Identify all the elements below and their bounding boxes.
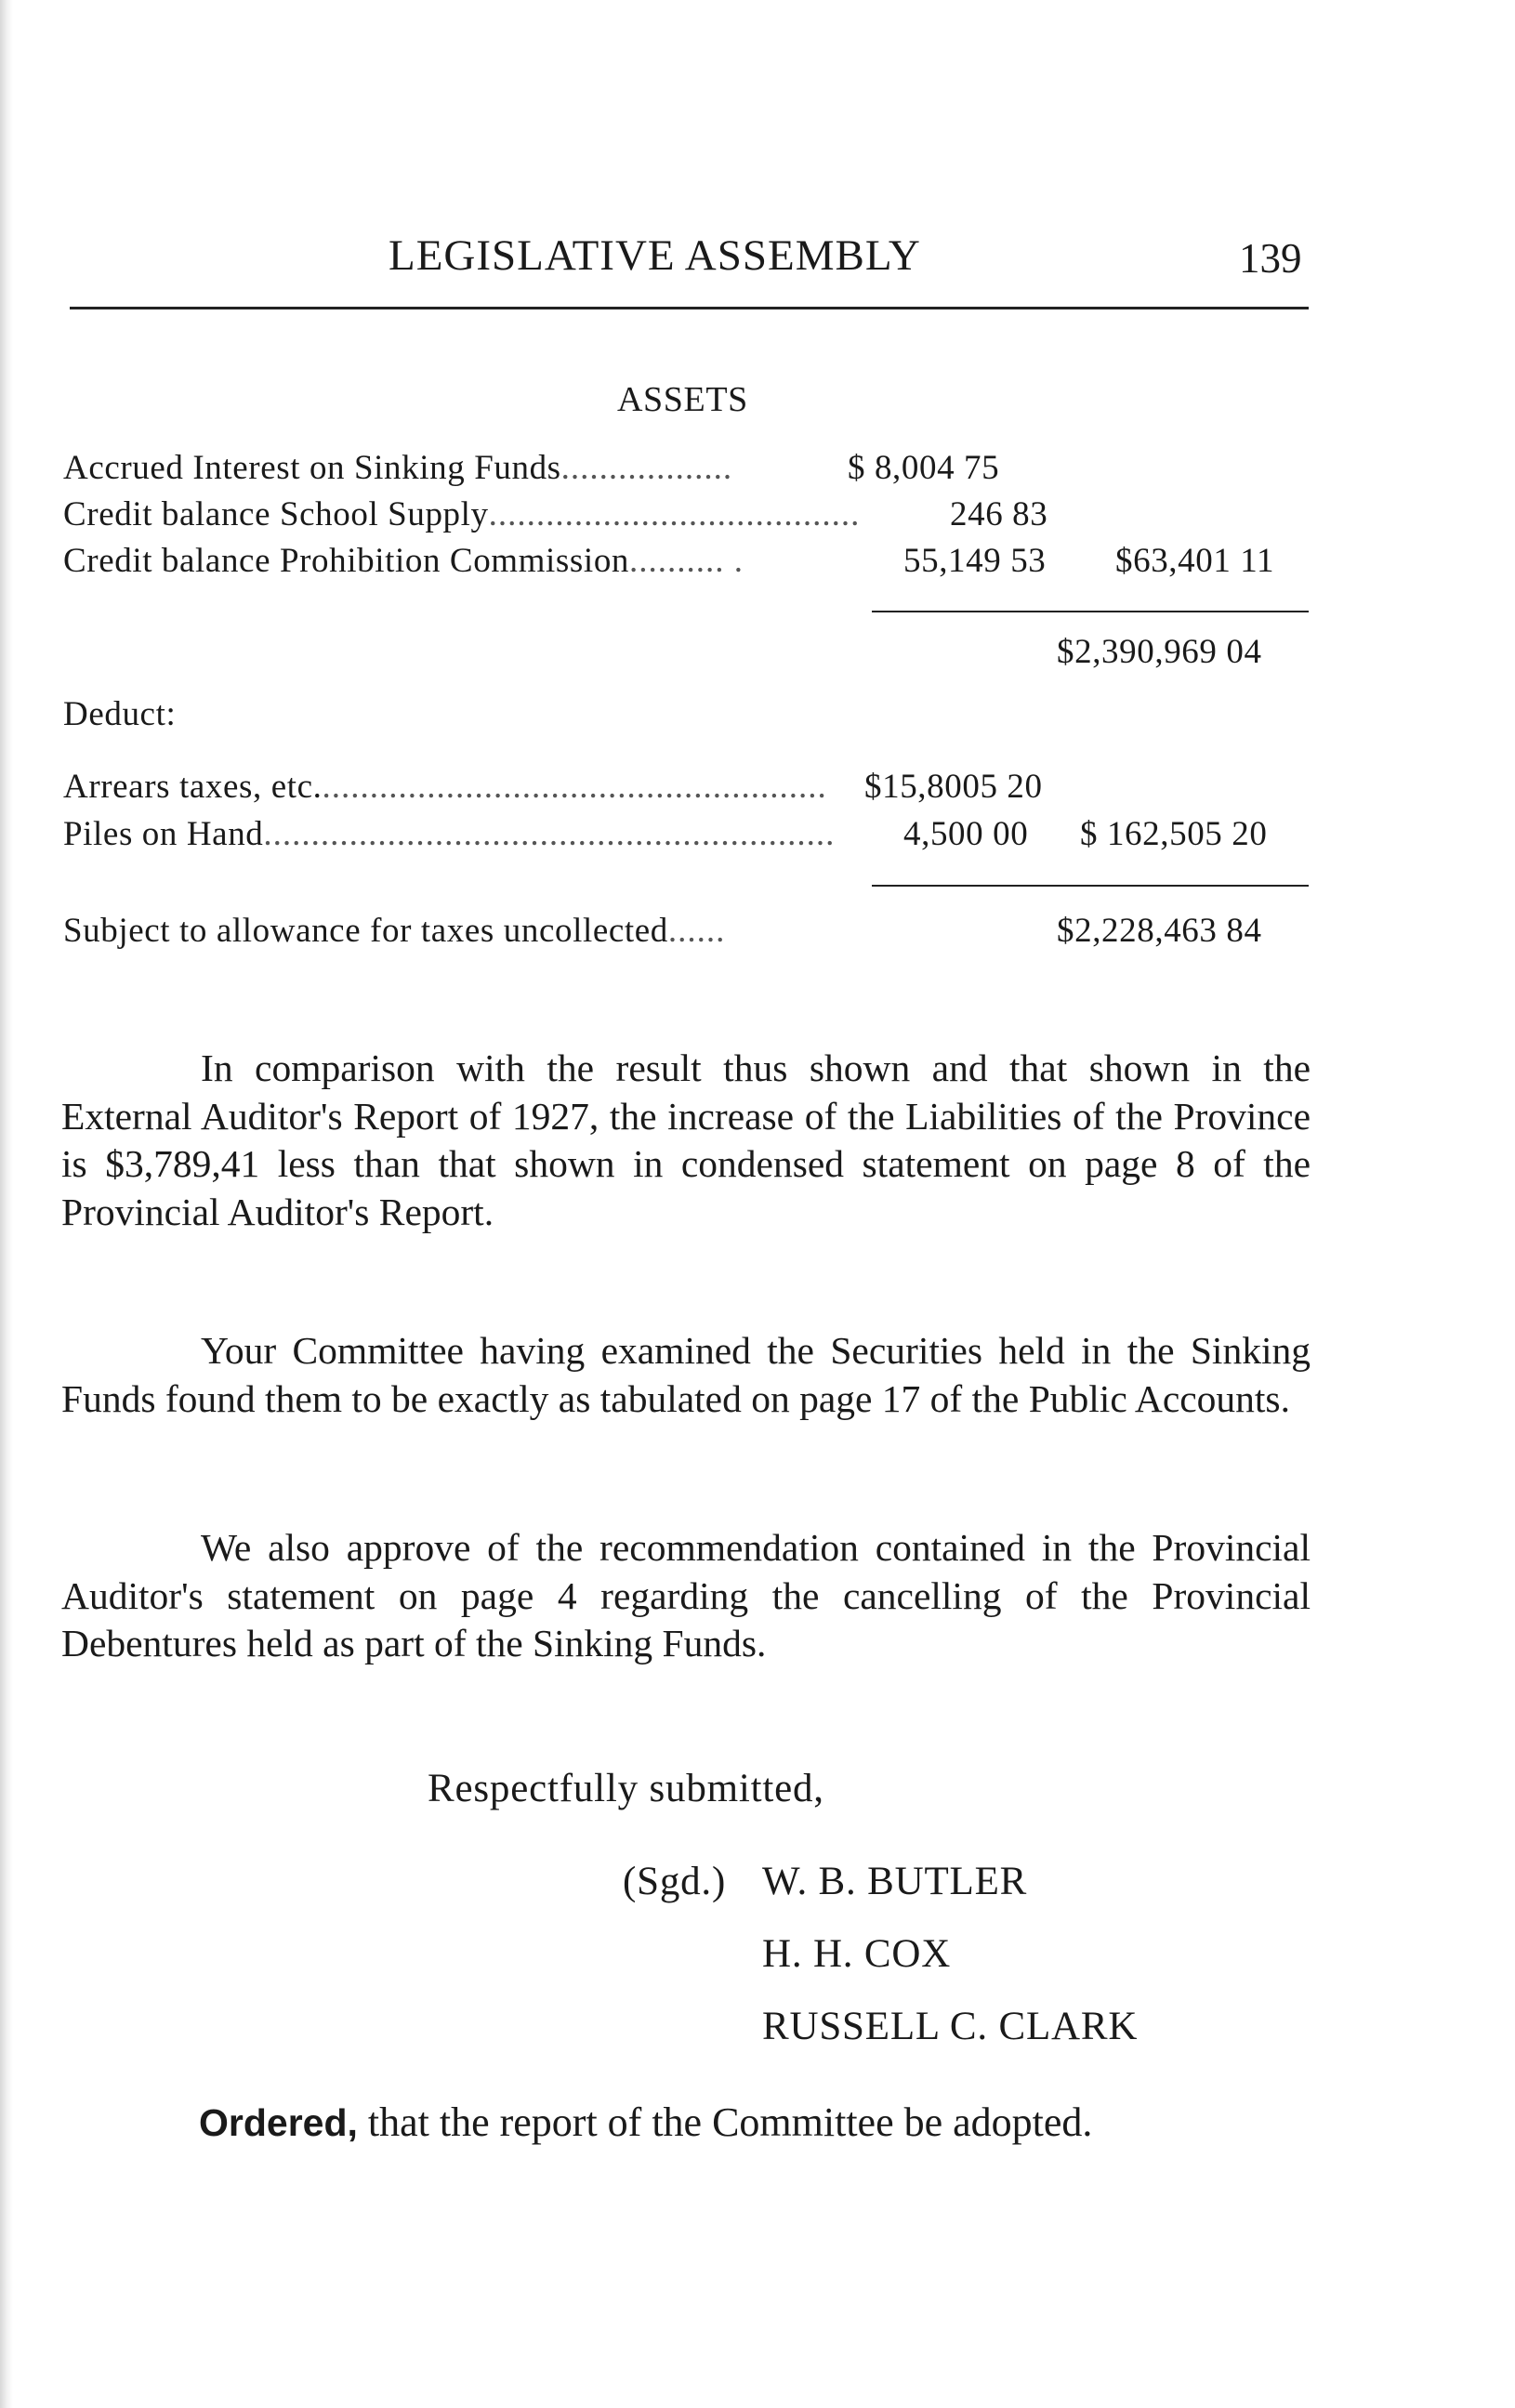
signature-name: H. H. COX	[762, 1932, 952, 1976]
ordered-keyword: Ordered,	[199, 2101, 358, 2144]
deduct-row-label: Piles on Hand............................................................	[63, 815, 836, 853]
page-number: 139	[1239, 235, 1302, 282]
assets-subtotal: $63,401 11	[1115, 542, 1275, 580]
paragraph-comparison: In comparison with the result thus shown and that shown in the External Auditor's Report of 1927, the increase of the Liabilities of the Province is $3,789,41 less than that shown in condensed statement on page 8 of the Provincial Auditor's Report.	[61, 1046, 1311, 1233]
deduct-row-label: Arrears taxes, etc......................................................	[63, 768, 827, 806]
ordered-resolution	[199, 2099, 1092, 2146]
page-binding-edge	[0, 0, 13, 2408]
deduct-subtotal: $ 162,505 20	[1080, 815, 1268, 853]
signature-name: W. B. BUTLER	[762, 1860, 1028, 1903]
closing-line: Respectfully submitted,	[428, 1767, 824, 1810]
assets-row-label: Credit balance Prohibition Commission.......... .	[63, 542, 744, 580]
assets-row-amount: 246 83	[950, 495, 1048, 533]
deduct-sum-rule	[872, 885, 1309, 887]
assets-total: $2,390,969 04	[1057, 633, 1262, 671]
assets-row-label: Credit balance School Supply.......................................	[63, 495, 861, 533]
assets-heading: ASSETS	[617, 380, 748, 419]
deduct-heading: Deduct:	[63, 695, 177, 733]
assets-sum-rule	[872, 611, 1309, 612]
assets-row-amount: $ 8,004 75	[848, 449, 1000, 487]
paragraph-recommendation: We also approve of the recommendation contained in the Provincial Auditor's statement on page 4 regarding the cancelling of the Provincial Debentures held as part of the Sinking Funds.	[61, 1526, 1311, 1665]
assets-row-amount: 55,149 53	[903, 542, 1047, 580]
assets-row-label: Accrued Interest on Sinking Funds..................	[63, 449, 733, 487]
deduct-row-amount: $15,8005 20	[864, 768, 1043, 806]
signature-prefix: (Sgd.)	[623, 1860, 727, 1903]
header-rule	[70, 307, 1309, 309]
deduct-row-amount: 4,500 00	[903, 815, 1029, 853]
subject-total: $2,228,463 84	[1057, 912, 1262, 950]
running-header-title: LEGISLATIVE ASSEMBLY	[389, 231, 921, 280]
ordered-text: that the report of the Committee be adopted.	[357, 2099, 1093, 2145]
subject-label: Subject to allowance for taxes uncollected......	[63, 912, 726, 950]
signature-name: RUSSELL C. CLARK	[762, 2005, 1139, 2048]
paragraph-securities: Your Committee having examined the Securities held in the Sinking Funds found them to be exactly as tabulated on page 17 of the Public Accounts.	[61, 1329, 1311, 1420]
